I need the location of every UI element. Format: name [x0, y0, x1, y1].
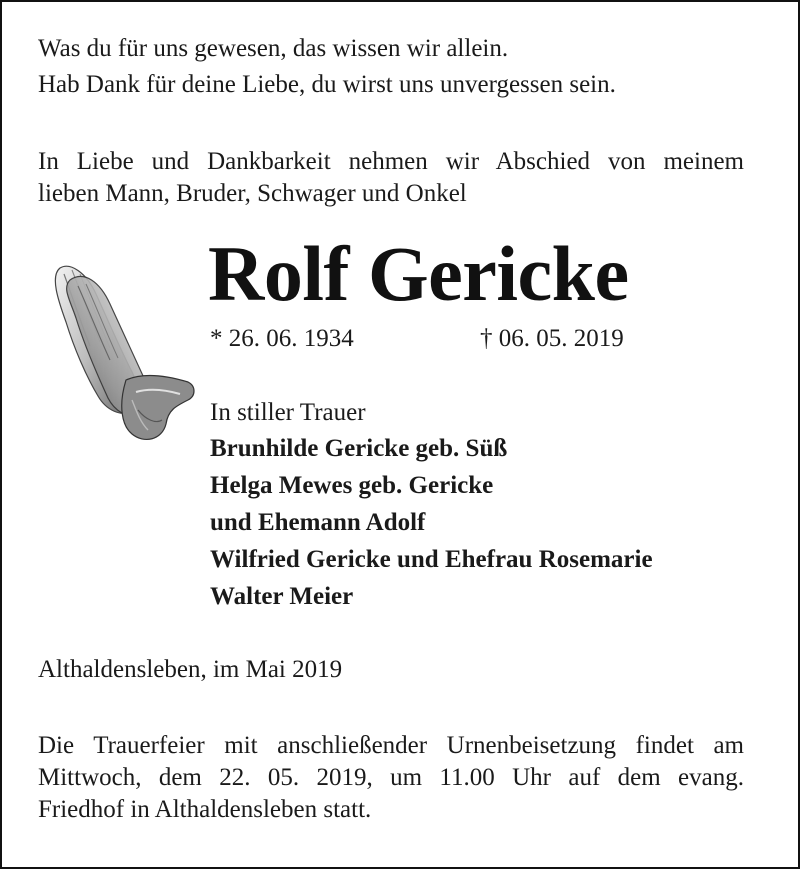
mourner-name: Helga Mewes geb. Gericke [210, 472, 494, 499]
ceremony-line-2: Mittwoch, dem 22. 05. 2019, um 11.00 Uhr auf dem evang. [38, 764, 744, 791]
death-date: † 06. 05. 2019 [480, 325, 624, 352]
mourners-heading: In stiller Trauer [210, 399, 366, 426]
mourner-name: und Ehemann Adolf [210, 509, 426, 536]
mourner-name: Wilfried Gericke und Ehefrau Rosemarie [210, 546, 653, 573]
mourner-name: Brunhilde Gericke geb. Süß [210, 435, 508, 462]
place-date: Althaldensleben, im Mai 2019 [38, 656, 343, 683]
ceremony-line-3: Friedhof in Althaldensleben statt. [38, 796, 372, 823]
deceased-name: Rolf Gericke [208, 230, 629, 317]
verse-line-2: Hab Dank für deine Liebe, du wirst uns unvergessen sein. [38, 71, 616, 98]
verse-line-1: Was du für uns gewesen, das wissen wir allein. [38, 35, 509, 62]
birth-date: * 26. 06. 1934 [210, 325, 354, 352]
ceremony-text [38, 730, 744, 826]
mourner-name: Walter Meier [210, 583, 354, 610]
intro-text [38, 146, 744, 210]
ceremony-line-1: Die Trauerfeier mit anschließender Urnenbeisetzung findet am [38, 732, 744, 759]
intro-line-2: lieben Mann, Bruder, Schwager und Onkel [38, 180, 467, 207]
praying-hands-icon [40, 260, 200, 450]
intro-line-1: In Liebe und Dankbarkeit nehmen wir Abschied von meinem [38, 148, 744, 175]
